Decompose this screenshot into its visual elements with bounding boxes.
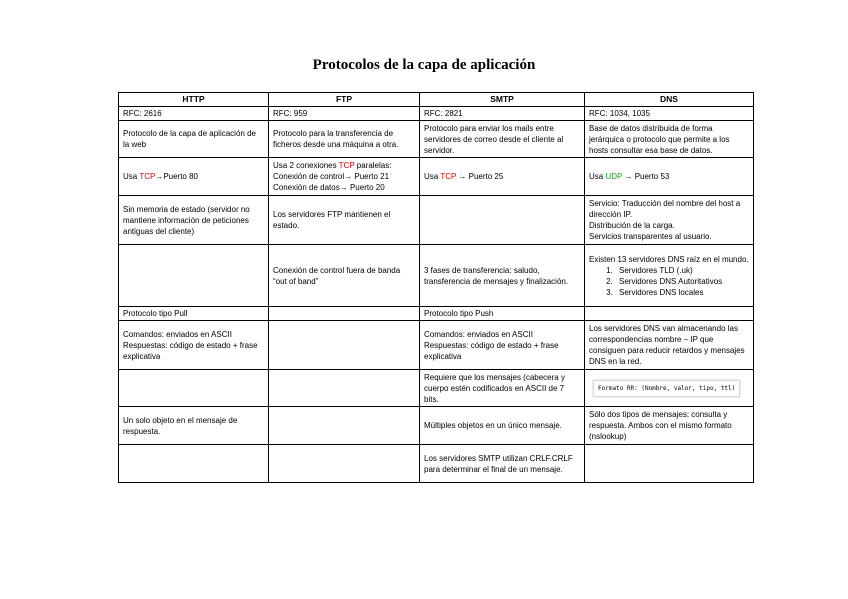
cell-http-port: Usa TCP→Puerto 80 (119, 158, 269, 196)
cell-dns-crlf (585, 445, 754, 483)
cell-ftp-ascii (269, 370, 420, 407)
cell-http-objects: Un solo objeto en el mensaje de respuesta. (119, 407, 269, 445)
cell-http-rfc: RFC: 2616 (119, 107, 269, 121)
table-row (119, 445, 754, 483)
cell-http-crlf (119, 445, 269, 483)
header-dns: DNS (585, 93, 754, 107)
cell-smtp-crlf: Los servidores SMTP utilizan CRLF.CRLF para determinar el final de un mensaje. (420, 445, 585, 483)
cell-dns-root-servers: Existen 13 servidores DNS raíz en el mundo. 1. Servidores TLD (.uk) 2. Servidores DNS Autoritativos 3. Servidores DNS locales (585, 245, 754, 307)
list-item: 2. Servidores DNS Autoritativos (615, 276, 749, 287)
cell-ftp-crlf (269, 445, 420, 483)
arrow-icon: → (458, 172, 467, 181)
cell-ftp-band: Conexión de control fuera de banda “out of band” (269, 245, 420, 307)
cell-ftp-pull (269, 307, 420, 321)
cell-ftp-rfc: RFC: 959 (269, 107, 420, 121)
table-row (119, 245, 754, 307)
cell-http-ascii (119, 370, 269, 407)
cell-http-band (119, 245, 269, 307)
cell-smtp-rfc: RFC: 2821 (420, 107, 585, 121)
header-row (119, 93, 754, 107)
cell-ftp-state: Los servidores FTP mantienen el estado. (269, 196, 420, 245)
cell-smtp-push: Protocolo tipo Push (420, 307, 585, 321)
protocols-table (118, 92, 754, 483)
cell-dns-desc: Base de datos distribuida de forma jerárquica o protocolo que permite a los hosts consultar esa base de datos. (585, 121, 754, 158)
cell-dns-cache: Los servidores DNS van almacenando las correspondencias nombre – IP que consiguen para reducir retardos y mensajes DNS en la red. (585, 321, 754, 370)
cell-http-pull: Protocolo tipo Pull (119, 307, 269, 321)
cell-smtp-objects: Múltiples objetos en un único mensaje. (420, 407, 585, 445)
cell-ftp-commands (269, 321, 420, 370)
cell-ftp-desc: Protocolo para la transferencia de ficheros desde una máquina a otra. (269, 121, 420, 158)
cell-ftp-objects (269, 407, 420, 445)
cell-dns-rfc: RFC: 1034, 1035 (585, 107, 754, 121)
arrow-icon: → (155, 172, 164, 181)
cell-http-desc: Protocolo de la capa de aplicación de la web (119, 121, 269, 158)
rr-format-image: Formato RR: (Nombre, valor, tipo, ttl) (593, 380, 740, 397)
arrow-icon: → (339, 183, 348, 192)
tcp-label: TCP (139, 172, 156, 181)
cell-dns-services: Servicio: Traducción del nombre del host a dirección IP. Distribución de la carga. Servicios transparentes al usuario. (585, 196, 754, 245)
table-row (119, 321, 754, 370)
cell-http-state: Sin memoria de estado (servidor no mantiene información de peticiones antiguas del cliente) (119, 196, 269, 245)
arrow-icon: → (344, 172, 353, 181)
table-row (119, 158, 754, 196)
udp-label: UDP (605, 172, 623, 181)
tcp-label: TCP (338, 161, 355, 170)
table-row (119, 121, 754, 158)
cell-dns-rr-format (585, 370, 754, 407)
table-row (119, 107, 754, 121)
dns-server-list (589, 265, 749, 298)
arrow-icon: → (624, 172, 633, 181)
header-ftp: FTP (269, 93, 420, 107)
cell-smtp-port: Usa TCP → Puerto 25 (420, 158, 585, 196)
cell-dns-port: Usa UDP → Puerto 53 (585, 158, 754, 196)
cell-smtp-ascii: Requiere que los mensajes (cabecera y cuerpo estén codificados en ASCII de 7 bits. (420, 370, 585, 407)
cell-smtp-desc: Protocolo para enviar los mails entre servidores de correo desde el cliente al servidor. (420, 121, 585, 158)
table-row (119, 407, 754, 445)
cell-smtp-state (420, 196, 585, 245)
tcp-label: TCP (440, 172, 457, 181)
cell-smtp-commands: Comandos: enviados en ASCII Respuestas: código de estado + frase explicativa (420, 321, 585, 370)
cell-http-commands: Comandos: enviados en ASCII Respuestas: código de estado + frase explicativa (119, 321, 269, 370)
cell-smtp-phases: 3 fases de transferencia: saludo, transferencia de mensajes y finalización. (420, 245, 585, 307)
cell-dns-pull (585, 307, 754, 321)
list-item: 1. Servidores TLD (.uk) (615, 265, 749, 276)
cell-ftp-port: Usa 2 conexiones TCP paralelas: Conexión de control→ Puerto 21 Conexión de datos→ Puerto 20 (269, 158, 420, 196)
list-item: 3. Servidores DNS locales (615, 287, 749, 298)
table-row (119, 196, 754, 245)
cell-dns-messages: Sólo dos tipos de mensajes: consulta y respuesta. Ambos con el mismo formato (nslookup) (585, 407, 754, 445)
table-row (119, 307, 754, 321)
table-row (119, 370, 754, 407)
header-http: HTTP (119, 93, 269, 107)
header-smtp: SMTP (420, 93, 585, 107)
page-title: Protocolos de la capa de aplicación (312, 57, 536, 73)
